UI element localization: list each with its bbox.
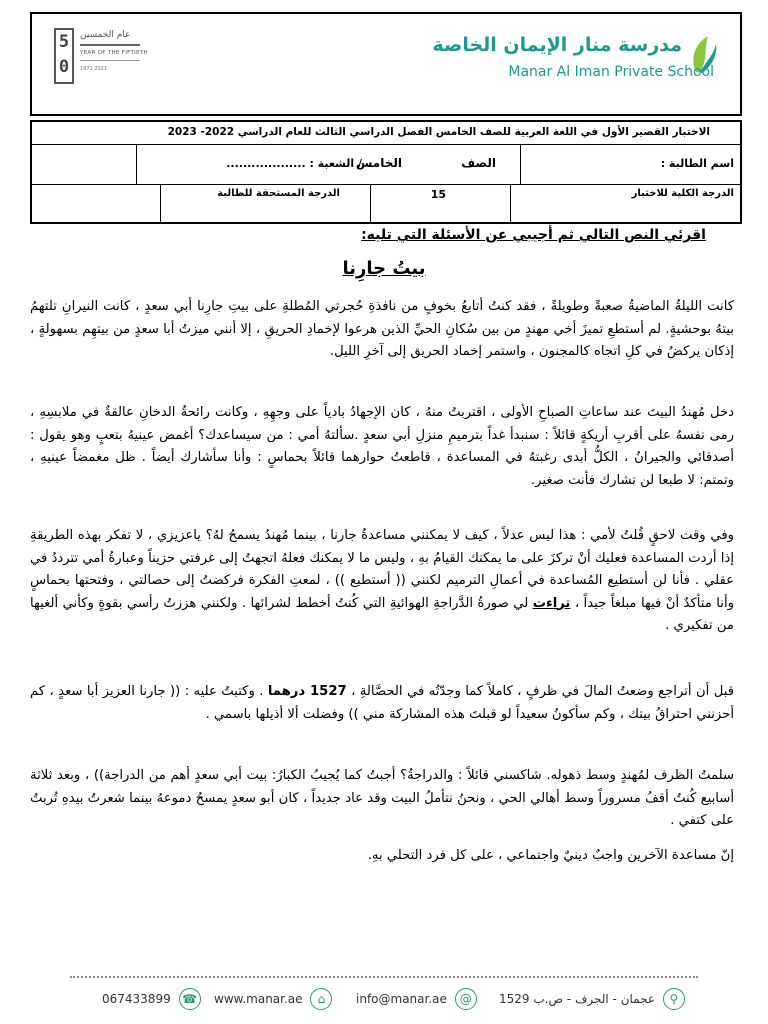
underlined-word: تراءت <box>532 595 571 611</box>
paragraph-2: دخل مُهندُ البيتَ عند ساعاتِ الصباحِ الأولى ، اقتربتُ منهُ ، كان الإجهادُ بادياً على وجهِهِ ، وكانت رائحةُ الدخانِ عالقةٌ في ملابسِهِ ، رمى نفسهُ على أقربِ أريكةٍ قائلاً : سنبدأ غداً بترميمِ منزلِ أبي سعدٍ .سألتهُ أمي : من سيساعدك؟ أغمض عينيهُ بتعبٍ وهو يقول : أصدقائي والجيرانُ ، الكلُّ أبدى رغبتهُ في المساعدة ، قاطعتُ حوارهما قائلاً بحماسٍ : وأنا سأشارك أيضاً . ظل مغمضاً عينيهِ ، وتمتم: لا طبعا لن تشارك فأنت صغير. <box>30 405 734 488</box>
emblem-divider-2 <box>80 60 140 61</box>
student-info-row <box>32 144 740 185</box>
emblem-arabic-text: عام الخمسين <box>80 30 131 40</box>
footer <box>0 984 768 1014</box>
section-label: / الشعبة : ................... <box>226 157 362 170</box>
emblem-subtitle: YEAR OF THE FIFTIETH <box>80 50 148 56</box>
footer-website <box>210 988 332 1012</box>
footer-email <box>352 988 477 1012</box>
school-logo <box>432 34 718 94</box>
total-grade-value-cell <box>370 184 510 222</box>
header-box <box>30 12 742 116</box>
grade-row <box>32 184 740 222</box>
emblem-digit-0: 0 <box>58 57 70 77</box>
exam-title-row <box>32 122 740 145</box>
phone-text: 067433899 <box>102 992 171 1006</box>
paragraph-6: إنّ مساعدة الآخرين واجبٌ دينيٌ واجتماعي ، على كل فرد التحلي بهِ. <box>367 848 734 863</box>
class-label: الصف <box>461 156 496 170</box>
total-grade-value: 15 <box>430 188 446 201</box>
website-text: www.manar.ae <box>214 992 303 1006</box>
total-grade-label: الدرجة الكلية للاختبار <box>631 188 734 199</box>
paragraph-3 <box>30 525 734 638</box>
earned-grade-value-cell[interactable] <box>28 184 160 222</box>
student-name-label: اسم الطالبة : <box>660 157 734 170</box>
paragraph-3-part-c: لي صورةُ الدَّراجةِ الهوائيةِ التي كُنتُ أخطط لشرائها . ولكنني هززتُ رأسي بقوةٍ وكأني ألغيها من تفكيري . <box>30 595 734 633</box>
paragraph-1: كانت الليلةُ الماضيةُ صعبةً وطويلةً ، فقد كنتُ أتابعُ بخوفٍ من نافذةِ حُجرتي المُطلةِ على بيتِ جارِنا أبي سعدٍ ، كانت النيرانِ تلتهمُ بيتهُ بوحشيةٍ. لم أستطعِ تميزَ أخي مهندٍ من بين سُكانِ الحيِّ الذين هرعوا لإخمادِ الحريقِ ، إلا أنني ميزتُ أبا سعدٍ من بيتهِم بسهولةٍ ، إذكان يركضُ في كلِ اتجاه كالمجنون ، واستمر إخماد الحريق إلى آخرِ الليل. <box>30 299 734 359</box>
phone-icon: ☎ <box>179 988 201 1010</box>
email-text: info@manar.ae <box>356 992 447 1006</box>
exam-title: الاختبار القصير الأول في اللغة العربية للصف الخامس الفصل الدراسي الثالث للعام الدراسي 2022- 2023 <box>167 126 710 138</box>
total-grade-label-cell <box>510 184 740 222</box>
class-value: الخامس <box>355 156 402 170</box>
paragraph-4-part-a: قبل أن أتراجع وضعتُ المالَ في ظرفٍ ، كاملاً كما وجدّتُه في الحصَّالةِ ، <box>346 684 735 699</box>
reading-instruction: اقرئي النص التالي ثم أجيبي عن الأسئلة التي تليه: <box>361 227 706 243</box>
address-text: عجمان - الجرف - ص.ب 1529 <box>499 992 656 1006</box>
fiftieth-year-emblem <box>54 28 154 86</box>
emblem-divider <box>80 44 140 46</box>
paragraph-5: سلمتُ الظرف لمُهندٍ وسط ذهوله. شاكسني قائلاً : والدراجةُ؟ أجبتُ كما يُجيبُ الكبارُ: بيت أبي سعدٍ أهم من الدراجة)) ، وبعد ثلاثة أسابيع كُنتُ أقفُ مسروراً وسط أهالي الحي ، ونحنُ نتأملُ البيت وقد عاد جديداً ، كان أبو سعدٍ يمسحُ دموعهُ بينما شعرتُ بيدهِ تُربتُ على كتفي . <box>30 768 734 828</box>
emblem-years: 1971 2021 <box>80 66 108 72</box>
class-cell[interactable] <box>136 144 522 184</box>
student-name-cell[interactable] <box>520 144 740 184</box>
emblem-digits <box>54 28 74 84</box>
paragraph-3-part-a: وفي وقت لاحقٍ قُلتُ لأمي : هذا ليس عدلاً ، كيف لا يمكنني مساعدةُ جارنا ، بينما مُهندُ يسمحُ لهُ؟ ياعزيزي ، لا تفكر بهذه الطريقةِ إذا أردت المساعدة فعليك أنْ تركزَ على ما يمكنك القيامُ بهِ ، وليس ما لا يمكنك فعلهُ اتجهتُ إلى غرفتي حزيناً وعبارةُ أمي تترددُ في عقلي . فأنا لن أستطيع المُساعدة في أعمالِ الترميم لكنني (( أستطيع )) ، لمعتِ الفكرة فركضتُ إلى حصالتي ، وفتحتها بحماسٍ وأنا متأكدٌ أنْ فيها مبلغاً جيداً ، <box>30 528 734 611</box>
paragraph-4 <box>30 681 734 726</box>
amount-bold: 1527 درهما <box>267 684 347 699</box>
email-icon: @ <box>455 988 477 1010</box>
earned-grade-label-cell <box>160 184 370 222</box>
footer-phone <box>98 988 201 1012</box>
story-title: بيتُ جارِنا <box>342 258 426 279</box>
school-name-english: Manar Al Iman Private School <box>508 64 714 80</box>
location-pin-icon: ⚲ <box>663 988 685 1010</box>
exam-info-table <box>30 120 742 224</box>
footer-divider <box>70 976 698 978</box>
paragraph-4-part-c: . وكتبتُ عليه : (( جارنا العزيز أبا سعدٍ ، كم أحزنني احتراقُ بيتك ، وكم سأكونُ سعيداً لو قبلتَ هذه المشاركة مني )) وفضلت ألا أذيلها باسمي . <box>30 684 734 722</box>
home-icon: ⌂ <box>310 988 332 1010</box>
footer-address <box>495 988 685 1012</box>
earned-grade-label: الدرجة المستحقة للطالبة <box>217 188 340 199</box>
school-name-arabic: مدرسة منار الإيمان الخاصة <box>432 34 682 56</box>
emblem-digit-5: 5 <box>58 32 70 52</box>
